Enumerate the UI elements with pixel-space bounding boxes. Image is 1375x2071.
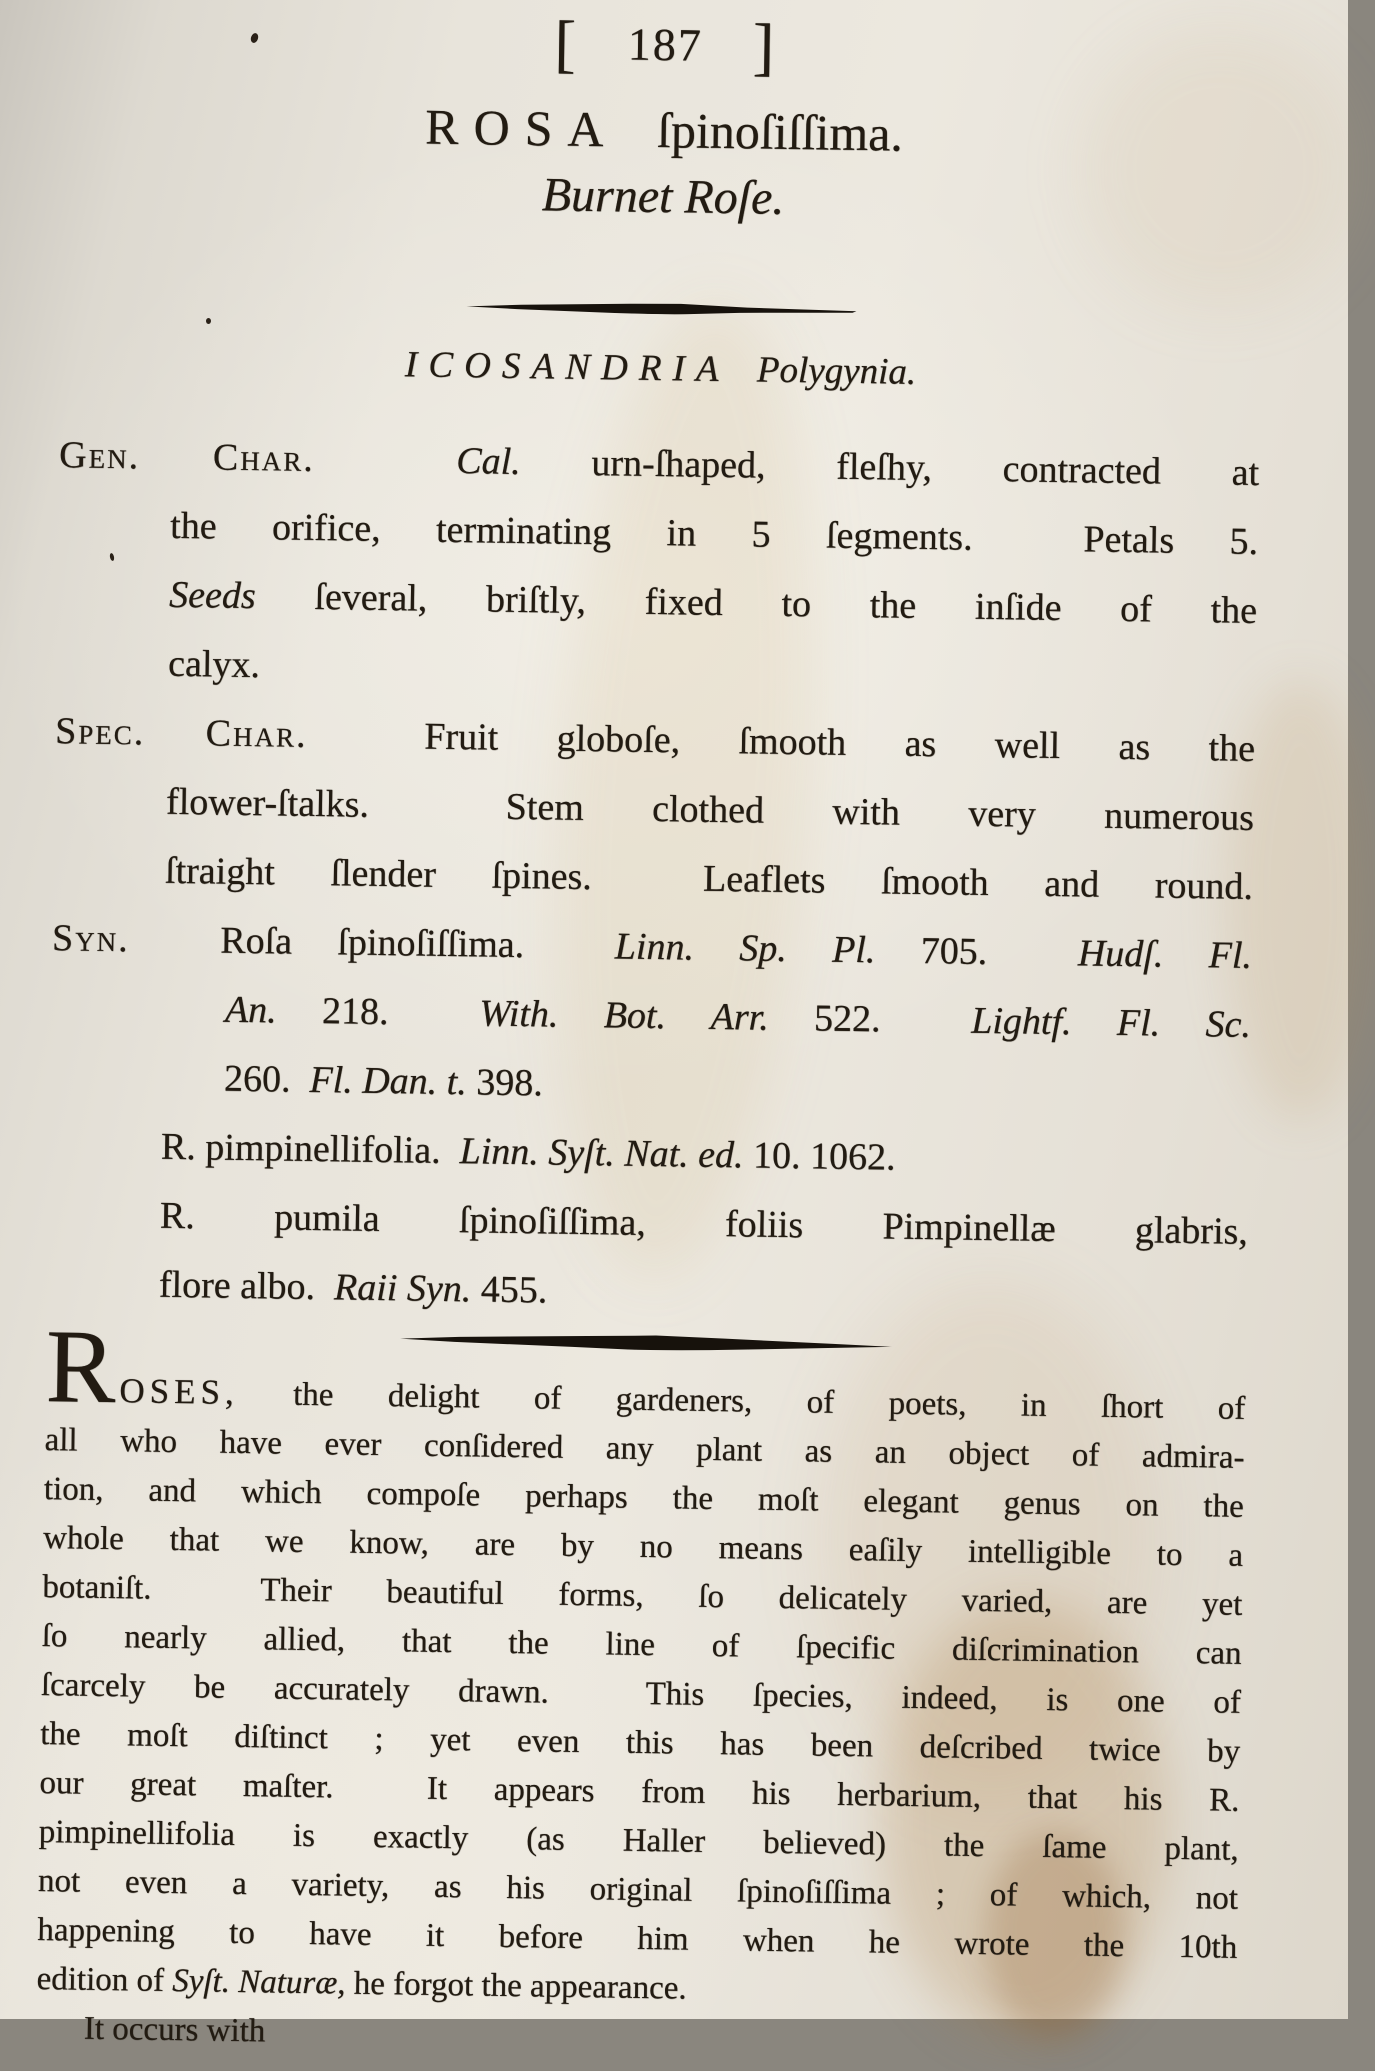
text-segment: ] — [752, 10, 777, 83]
text-segment: ſtraight ſlender ſpines. Leaflets ſmooth and round. — [164, 850, 1254, 909]
text-segment: he forgot the appearance. — [345, 1966, 687, 2008]
text-segment: OSES, — [119, 1371, 240, 1413]
text-segment: 522. — [768, 997, 972, 1043]
text-segment: Seeds — [168, 574, 257, 618]
text-segment: 10. 1062. — [743, 1134, 896, 1180]
body-paragraph — [36, 1307, 1246, 2071]
text-segment: Fl. Dan. t. — [309, 1059, 468, 1104]
text-segment: Linn. Sp. Pl. — [614, 925, 876, 972]
text-segment: R. pimpinellifolia. — [160, 1126, 460, 1173]
text-segment: Spec. Char. — [54, 710, 308, 757]
text-segment: Cal. — [455, 440, 521, 484]
text-segment: ſeveral, briſtly, fixed to the inſide of the — [255, 575, 1258, 633]
text-segment: the moſt diſtinct ; yet even this has been deſcribed twice by — [39, 1716, 1241, 1771]
text-segment: 455. — [470, 1268, 548, 1312]
page-content — [36, 0, 1266, 2071]
text-segment: the delight of gardeners, of poets, in ſhort of — [238, 1376, 1246, 1428]
synopsis-sections — [46, 422, 1259, 1337]
text-segment: 187 — [627, 18, 704, 71]
text-segment: Linn. Syſt. Nat. ed. — [459, 1130, 744, 1177]
text-segment: Fruit globoſe, ſmooth as well as the — [307, 714, 1256, 771]
text-segment: our great maſter. It appears from his herbarium, that his R. — [39, 1765, 1240, 1820]
text-segment: 260. — [223, 1058, 310, 1102]
text-segment: not even a variety, as his original ſpinoſiſſima ; of which, not — [37, 1863, 1239, 1918]
text-segment: calyx. — [167, 643, 261, 687]
text-segment: 398. — [466, 1061, 544, 1105]
species-title — [64, 93, 1265, 169]
text-segment: happening to have it before him when he wrote the 10th — [37, 1912, 1238, 1967]
text-segment: Burnet Roſe. — [541, 168, 785, 226]
text-segment: ROSA — [424, 99, 620, 158]
classification-heading — [60, 336, 1261, 404]
text-segment: Hudſ. Fl. — [1077, 932, 1253, 978]
text-segment: Syn. — [51, 917, 131, 961]
text-segment: It occurs with — [83, 2011, 266, 2050]
text-segment: [ — [553, 7, 579, 80]
swelled-divider-rule — [466, 301, 856, 318]
text-segment: Raii Syn. — [333, 1266, 472, 1311]
text-segment: Lightf. Fl. Sc. — [970, 1000, 1252, 1047]
text-segment: ICOSANDRIA — [404, 344, 730, 391]
text-segment: urn-ſhaped, fleſhy, contracted at — [520, 441, 1260, 495]
text-segment: Syſt. Naturæ, — [171, 1963, 346, 2003]
text-segment: R — [44, 1307, 121, 1426]
text-segment: Roſa ſpinoſiſſima. — [129, 918, 616, 968]
text-segment: Gen. Char. — [58, 434, 316, 481]
text-segment: flower-ſtalks. Stem clothed with very numerous — [165, 781, 1255, 840]
text-segment: 218. — [276, 989, 480, 1035]
text-segment: ſpinoſiſſima. — [644, 102, 904, 163]
text-segment: Polygynia. — [756, 349, 917, 394]
text-segment: edition of — [36, 1961, 173, 2000]
page-header — [60, 8, 1265, 403]
text-segment: whole that we know, are by no means eaſily intelligible to a — [42, 1520, 1244, 1575]
text-segment: R. pumila ſpinoſiſſima, foliis Pimpinellæ glabris, — [159, 1195, 1249, 1254]
common-name — [63, 161, 1264, 235]
text-segment — [314, 438, 456, 482]
text-segment: the orifice, terminating in 5 ſegments. Petals 5. — [169, 505, 1259, 564]
text-segment: 705. — [875, 929, 1079, 975]
swelled-divider-rule — [400, 1332, 892, 1354]
text-segment: ſcarcely be accurately drawn. This ſpecies, indeed, is one of — [40, 1667, 1242, 1722]
page-number — [65, 8, 1266, 82]
text-segment: ſo nearly allied, that the line of ſpecific diſcrimination can — [41, 1618, 1242, 1673]
text-segment: flore albo. — [158, 1264, 335, 1309]
text-segment: With. Bot. Arr. — [478, 992, 770, 1040]
text-segment: pimpinellifolia is exactly (as Haller believed) the ſame plant, — [38, 1814, 1239, 1869]
text-segment: An. — [224, 989, 278, 1032]
text-segment: all who have ever conſidered any plant as an object of admira- — [44, 1422, 1245, 1477]
text-segment: tion, and which compoſe perhaps the moſt elegant genus on the — [43, 1471, 1245, 1526]
text-segment: botaniſt. Their beautiful forms, ſo delicately varied, are yet — [42, 1569, 1243, 1624]
